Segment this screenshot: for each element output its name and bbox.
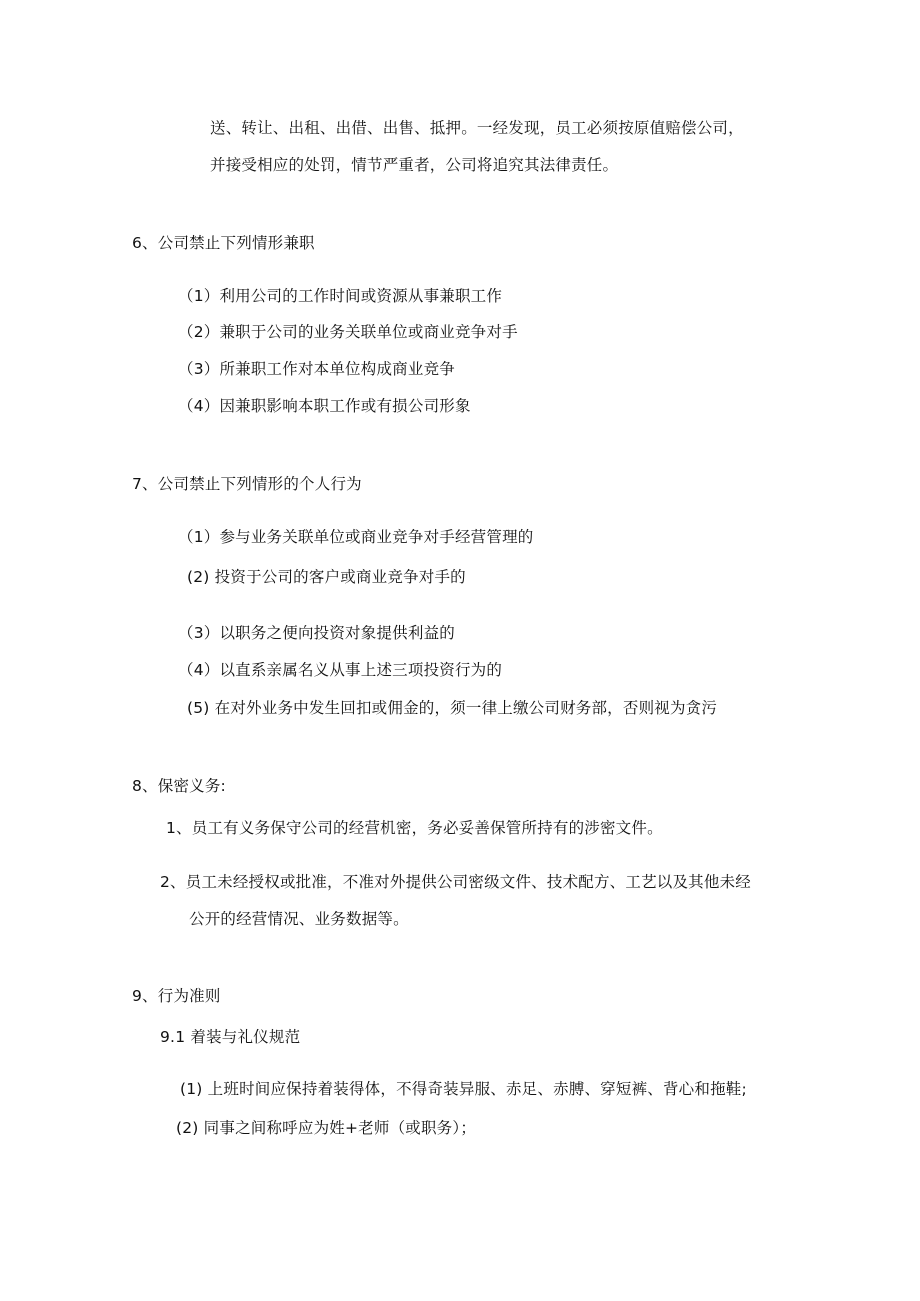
section-heading-9: 9、行为准则 (132, 987, 221, 1005)
paragraph-line: 送、转让、出租、出借、出售、抵押。一经发现，员工必须按原值赔偿公司， (210, 119, 744, 137)
list-item: 1、员工有义务保守公司的经营机密，务必妥善保管所持有的涉密文件。 (166, 819, 663, 837)
list-item: （1）参与业务关联单位或商业竞争对手经营管理的 (178, 528, 534, 546)
list-item: （4）以直系亲属名义从事上述三项投资行为的 (178, 661, 503, 679)
list-item: （1）利用公司的工作时间或资源从事兼职工作 (178, 287, 503, 305)
list-item: (1) 上班时间应保持着装得体，不得奇装异服、赤足、赤膊、穿短裤、背心和拖鞋; (180, 1080, 747, 1098)
list-item: （3）所兼职工作对本单位构成商业竞争 (178, 360, 455, 378)
section-heading-7: 7、公司禁止下列情形的个人行为 (132, 475, 362, 493)
list-item: 2、员工未经授权或批准，不准对外提供公司密级文件、技术配方、工艺以及其他未经 (160, 873, 751, 891)
section-heading-8: 8、保密义务: (132, 777, 226, 795)
list-item: (2) 同事之间称呼应为姓+老师（或职务）； (176, 1119, 477, 1137)
section-heading-6: 6、公司禁止下列情形兼职 (132, 234, 315, 252)
paragraph-line: 公开的经营情况、业务数据等。 (189, 910, 409, 928)
list-item: （3）以职务之便向投资对象提供利益的 (178, 624, 455, 642)
paragraph-line: 并接受相应的处罚，情节严重者，公司将追究其法律责任。 (210, 156, 619, 174)
list-item: （2）兼职于公司的业务关联单位或商业竞争对手 (178, 323, 518, 341)
list-item: （4）因兼职影响本职工作或有损公司形象 (178, 397, 471, 415)
list-item: (2) 投资于公司的客户或商业竞争对手的 (187, 568, 466, 586)
subsection-heading: 9.1 着装与礼仪规范 (160, 1028, 301, 1046)
list-item: (5) 在对外业务中发生回扣或佣金的，须一律上缴公司财务部，否则视为贪污 (187, 699, 718, 717)
